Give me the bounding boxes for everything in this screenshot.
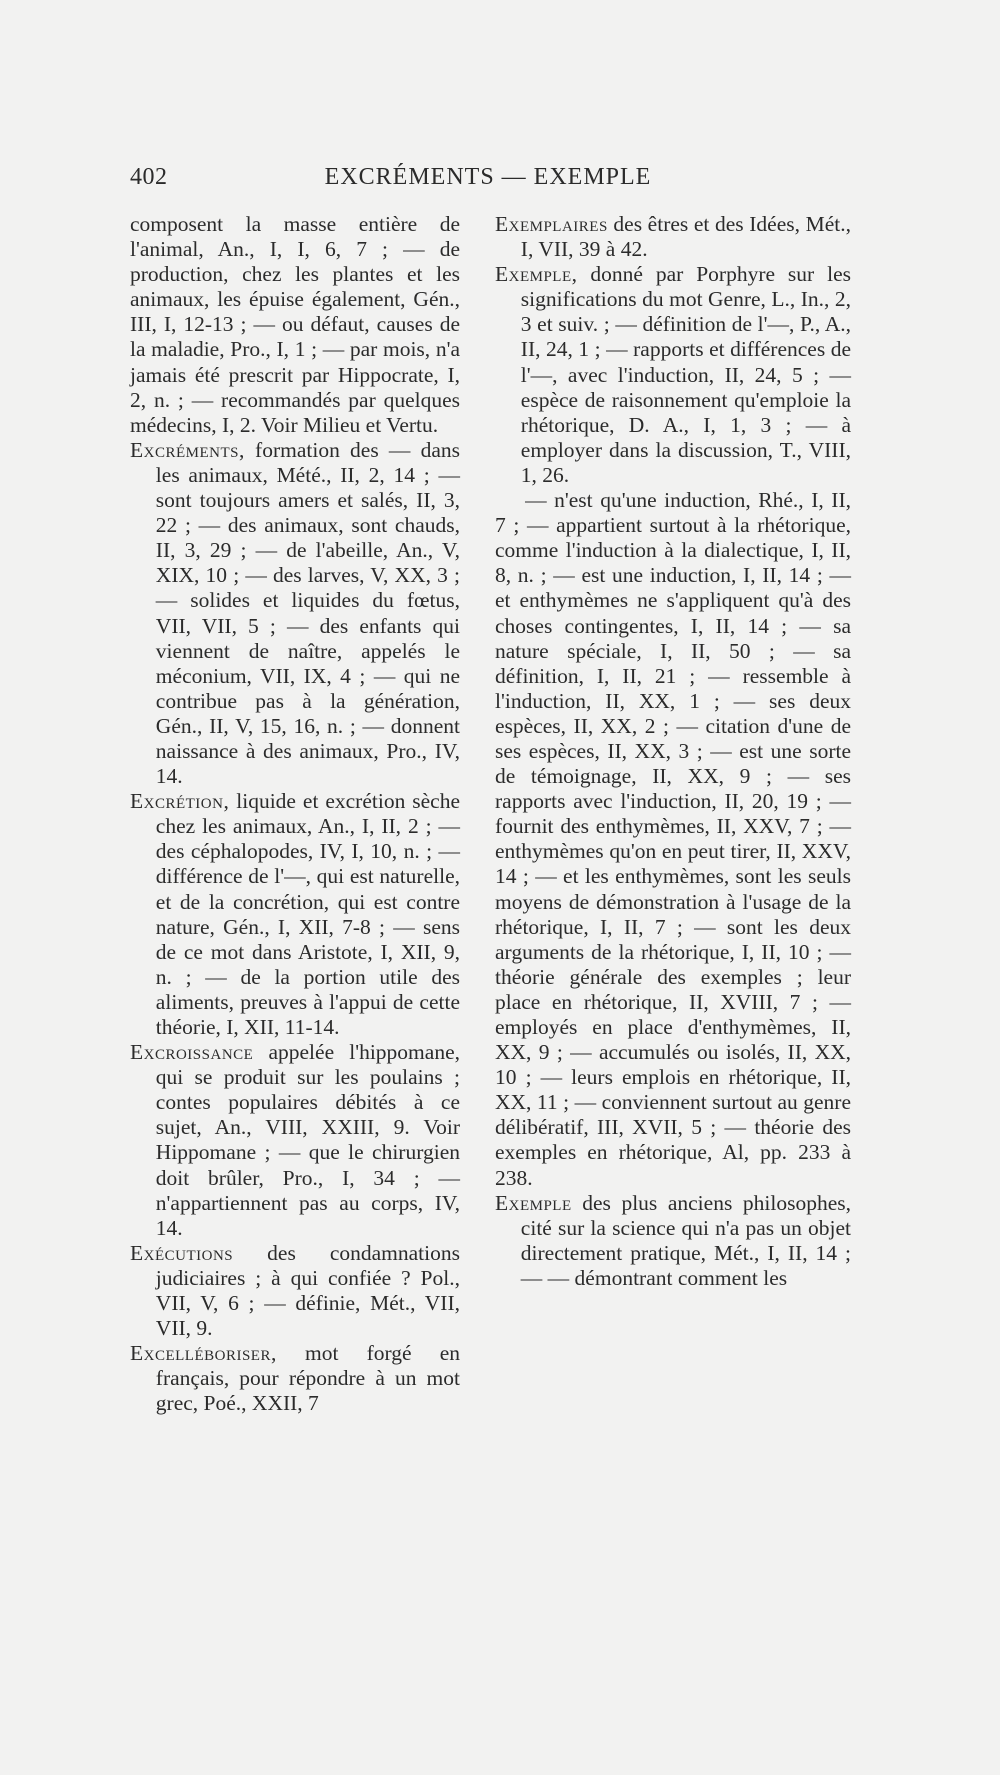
page-header: [130, 164, 846, 198]
entry-text: liquide et excrétion sèche chez les animaux, An., I, II, 2 ; — des céphalopodes, IV, I, 10, n. ; — différence de l'—, qui est naturelle, et de la concrétion, qui est contre nature, Gén., I, XII, 7-8 ; — sens de ce mot dans Aristote, I, XII, 9, n. ; — de la portion utile des aliments, preuves à l'appui de cette théorie, I, XII, 11-14.: [155, 789, 460, 1039]
entry-text: composent la masse entière de l'animal, An., I, I, 6, 7 ; — de production, chez les plantes et les animaux, les épuise également, Gén., III, I, 12-13 ; — ou défaut, causes de la maladie, Pro., I, 1 ; — par mois, n'a jamais été prescrit par Hippocrate, I, 2, n. ; — recommandés par quelques médecins, I, 2. Voir Milieu et Vertu.: [130, 212, 460, 437]
index-entry: [495, 262, 851, 488]
entry-text: des plus anciens philosophes, cité sur la science qui n'a pas un objet directement pratique, Mét., I, II, 14 ; — — démontrant comment les: [520, 1190, 851, 1290]
entry-headword: Excroissance: [130, 1040, 254, 1065]
left-column: [130, 212, 460, 1417]
index-entry: [130, 1241, 460, 1341]
entry-headword: Excréments,: [130, 437, 245, 462]
entry-text: mot forgé en français, pour répondre à un mot grec, Poé., XXII, 7: [155, 1341, 460, 1416]
index-entry: [130, 789, 460, 1040]
entry-text: — n'est qu'une induction, Rhé., I, II, 7 ; — appartient surtout à la rhétorique, comme l'induction à la dialectique, I, II, 8, n. ; — est une induction, I, II, 14 ; — et enthymèmes ne s'appliquent qu'à des choses contingentes, I, II, 14 ; — sa nature spéciale, I, II, 50 ; — sa définition, I, II, 21 ; — ressemble à l'induction, II, XX, 1 ; — ses deux espèces, II, XX, 2 ; — citation d'une de ses espèces, II, XX, 3 ; — est une sorte de témoignage, II, XX, 9 ; — ses rapports avec l'induction, II, 20, 19 ; — fournit des enthymèmes, II, XXV, 7 ; — enthymèmes qu'on en peut tirer, II, XXV, 14 ; — et les enthymèmes, sont les seuls moyens de démonstration à l'usage de la rhétorique, I, II, 7 ; — sont les deux arguments de la rhétorique, I, II, 10 ; — théorie générale des exemples ; leur place en rhétorique, II, XVIII, 7 ; — employés en place d'enthymèmes, II, XX, 9 ; — accumulés ou isolés, II, XX, 10 ; — leurs emplois en rhétorique, II, XX, 11 ; — conviennent surtout au genre délibératif, III, XVII, 5 ; — théorie des exemples en rhétorique, Al, pp. 233 à 238.: [495, 488, 851, 1190]
entry-headword: Excrétion,: [130, 789, 230, 814]
running-head: EXCRÉMENTS — EXEMPLE: [324, 164, 652, 190]
page-number: 402: [130, 164, 168, 190]
entry-text: formation des — dans les animaux, Mété., II, 2, 14 ; — sont toujours amers et salés, II, 3, 22 ; — des animaux, sont chauds, II, 3, 29 ; — de l'abeille, An., V, XIX, 10 ; — des larves, V, XX, 3 ; — solides et liquides du fœtus, VII, VII, 5 ; — des enfants qui viennent de naître, appelés le méconium, VII, IX, 4 ; — qui ne contribue pas à la génération, Gén., II, V, 15, 16, n. ; — donnent naissance à des animaux, Pro., IV, 14.: [155, 437, 460, 789]
entry-headword: Exécutions: [130, 1240, 234, 1265]
entry-headword: Exemple,: [495, 262, 578, 287]
entry-headword: Exemplaires: [495, 212, 608, 236]
index-entry: [130, 1040, 460, 1241]
entry-text: donné par Porphyre sur les significations du mot Genre, L., In., 2, 3 et suiv. ; — définition de l'—, P., A., II, 24, 1 ; — rapports et différences de l'—, avec l'induction, II, 24, 5 ; — espèce de raisonnement qu'emploie la rhétorique, D. A., I, 1, 3 ; — à employer dans la discussion, T., VIII, 1, 26.: [520, 262, 851, 487]
index-entry: [495, 488, 851, 1191]
entry-headword: Excelléboriser,: [130, 1341, 277, 1366]
index-entry: [130, 1341, 460, 1416]
index-entry: [495, 212, 851, 262]
entry-text: des condamnations judiciaires ; à qui confiée ? Pol., VII, V, 6 ; — définie, Mét., VII, VII, 9.: [155, 1240, 460, 1341]
right-column: [495, 212, 851, 1291]
index-entry: [130, 438, 460, 789]
index-entry: [130, 212, 460, 438]
index-entry: [495, 1191, 851, 1291]
entry-headword: Exemple: [495, 1190, 572, 1215]
entry-text: des êtres et des Idées, Mét., I, VII, 39 à 42.: [520, 212, 851, 262]
entry-text: appelée l'hippomane, qui se produit sur les poulains ; contes populaires débités à ce sujet, An., VIII, XXIII, 9. Voir Hippomane ; — que le chirurgien doit brûler, Pro., I, 34 ; — n'appartiennent pas au corps, IV, 14.: [155, 1040, 460, 1240]
